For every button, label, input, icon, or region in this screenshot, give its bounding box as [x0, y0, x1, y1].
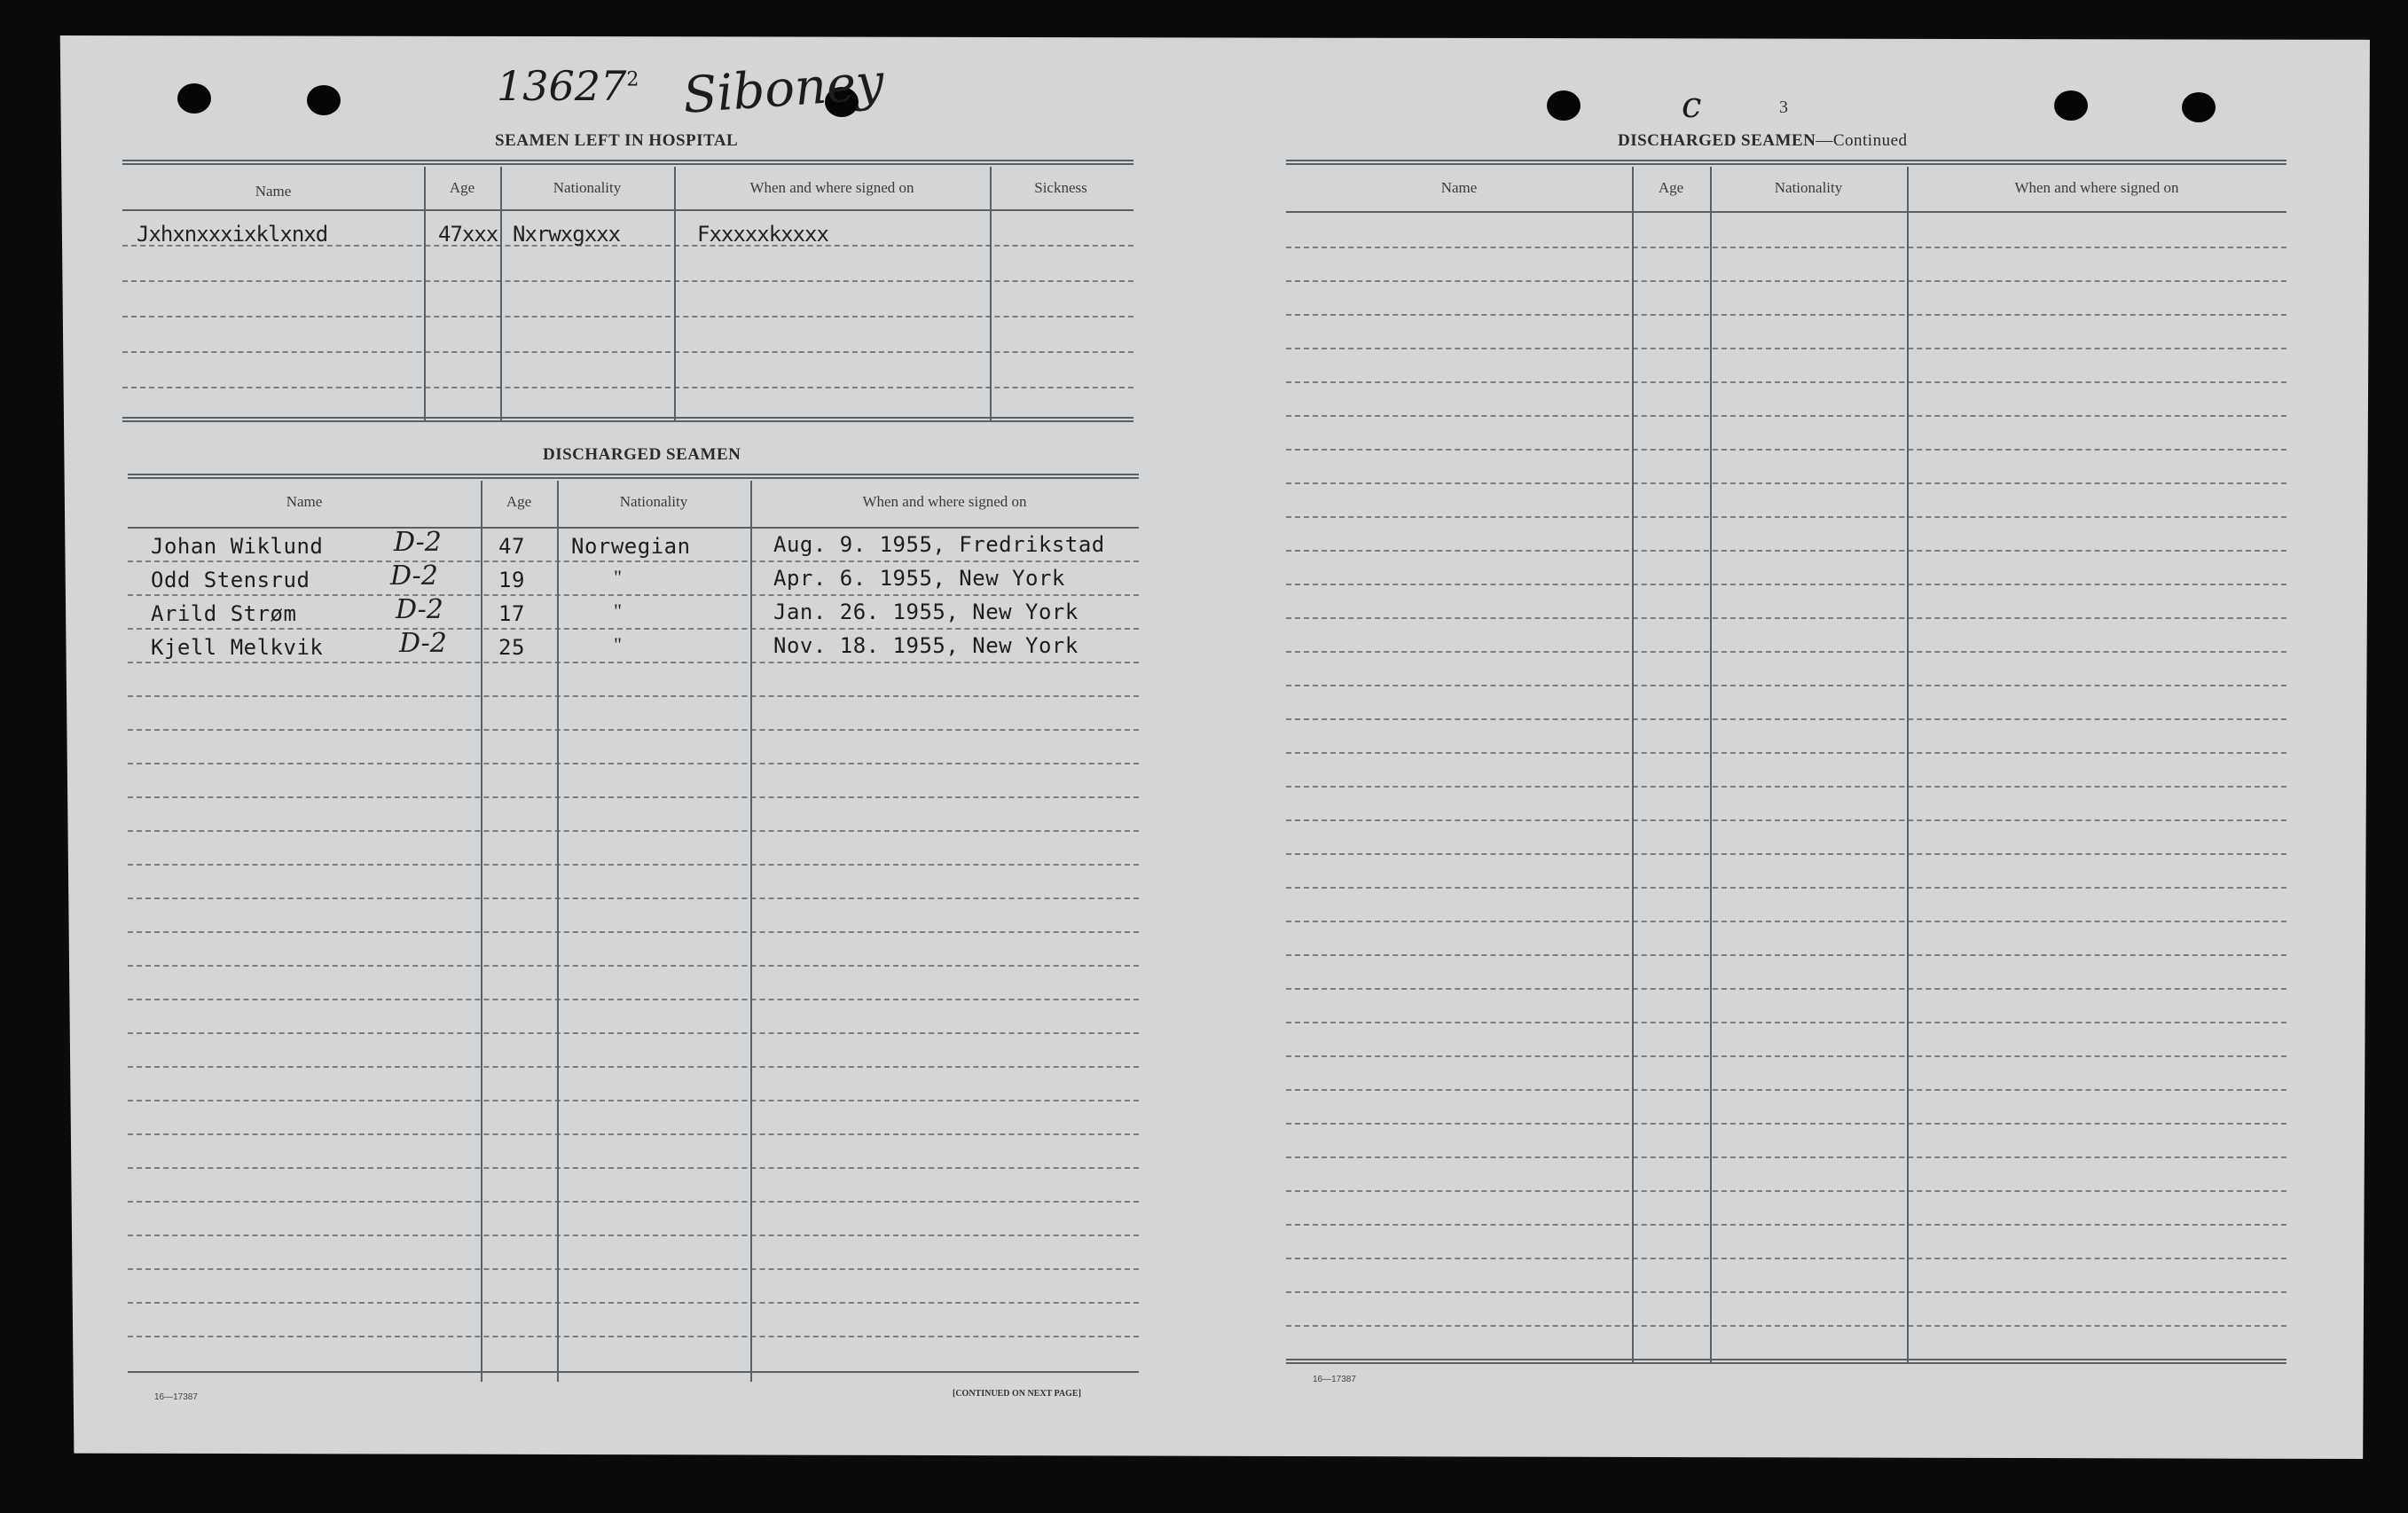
- hospital-section-title: SEAMEN LEFT IN HOSPITAL: [495, 131, 739, 150]
- col-header-nationality: Nationality: [553, 179, 622, 196]
- seaman-nationality: ": [614, 600, 623, 622]
- seaman-signed-on: Aug. 9. 1955, Fredrikstad: [773, 532, 1105, 557]
- col-header-signed-on: When and where signed on: [749, 179, 914, 196]
- seaman-age: 19: [498, 568, 525, 592]
- continued-note: [CONTINUED ON NEXT PAGE]: [953, 1389, 1081, 1399]
- struck-name: Jxhxnxxxixklxnxd: [137, 222, 328, 247]
- col-header-nationality: Nationality: [619, 493, 688, 510]
- seaman-name: Johan Wiklund: [151, 534, 324, 559]
- discharged-section-title: DISCHARGED SEAMEN: [543, 445, 741, 464]
- col-header-sickness: Sickness: [1034, 179, 1087, 196]
- discharged-table: [128, 474, 1139, 1382]
- seaman-age: 17: [498, 601, 525, 626]
- col-header-name: Name: [1440, 179, 1478, 196]
- struck-nationality: Nxrwxgxxx: [513, 222, 621, 247]
- hospital-table: [122, 160, 1133, 422]
- col-header-name: Name: [286, 493, 323, 510]
- seaman-age: 47: [498, 534, 525, 559]
- punch-hole: [2054, 90, 2088, 121]
- struck-age: 47xxx: [438, 222, 498, 247]
- seaman-name: Arild Strøm: [151, 601, 297, 626]
- punch-hole: [1547, 90, 1580, 121]
- seaman-nationality: ": [614, 633, 623, 655]
- col-header-age: Age: [449, 179, 475, 196]
- col-header-age: Age: [506, 493, 532, 510]
- struck-signed-on: Fxxxxxkxxxx: [697, 222, 828, 247]
- seaman-signed-on: Nov. 18. 1955, New York: [773, 633, 1079, 658]
- punch-hole: [307, 85, 341, 115]
- discharge-mark: D-2: [396, 594, 443, 625]
- seaman-nationality: ": [614, 566, 623, 588]
- form-number: 16—17387: [154, 1392, 198, 1402]
- handwritten-ship-name: Siboney: [681, 53, 886, 125]
- col-header-nationality: Nationality: [1774, 179, 1843, 196]
- col-header-signed-on: When and where signed on: [862, 493, 1027, 510]
- col-header-age: Age: [1658, 179, 1684, 196]
- col-header-name: Name: [255, 183, 292, 200]
- seaman-signed-on: Apr. 6. 1955, New York: [773, 566, 1065, 591]
- discharge-mark: D-2: [394, 527, 442, 558]
- seaman-name: Kjell Melkvik: [151, 635, 324, 660]
- seaman-name: Odd Stensrud: [151, 568, 310, 592]
- handwritten-corner-mark: c: [1682, 85, 1702, 126]
- seaman-nationality: Norwegian: [571, 534, 691, 559]
- seaman-signed-on: Jan. 26. 1955, New York: [773, 600, 1079, 624]
- handwritten-number: 13627$^2$: [497, 62, 639, 110]
- punch-hole: [2182, 92, 2216, 122]
- form-number: 16—17387: [1313, 1375, 1356, 1384]
- punch-hole: [177, 83, 211, 114]
- right-section-title: DISCHARGED SEAMEN—Continued: [1618, 131, 1908, 150]
- page-number: 3: [1779, 98, 1788, 117]
- seaman-age: 25: [498, 635, 525, 660]
- discharged-continued-table: [1286, 160, 2286, 1369]
- discharge-mark: D-2: [390, 561, 438, 592]
- col-header-signed-on: When and where signed on: [2014, 179, 2179, 196]
- discharge-mark: D-2: [399, 628, 447, 659]
